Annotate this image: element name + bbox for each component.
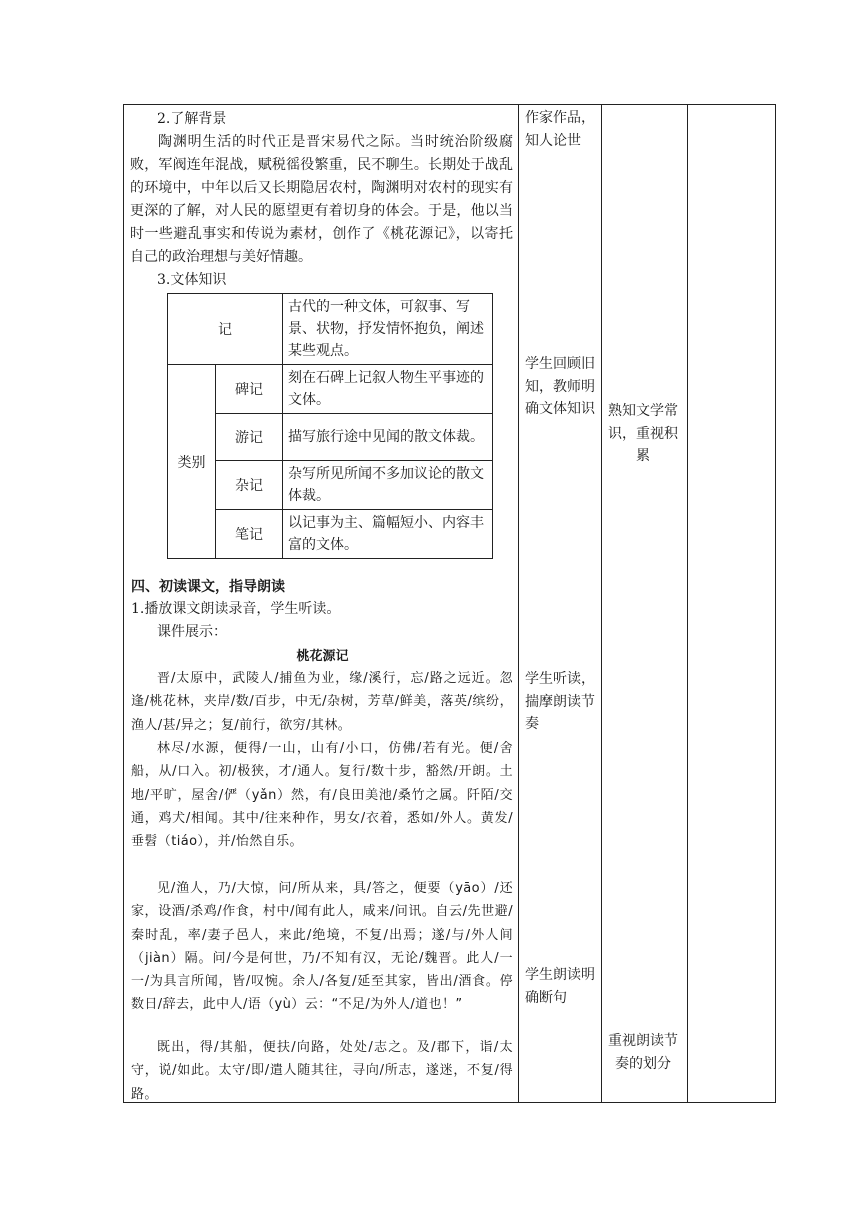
courseware-label: 课件展示： <box>157 624 227 640</box>
genre-type-desc: 刻在石碑上记叙人物生平事迹的文体。 <box>283 365 493 414</box>
genre-heading: 3.文体知识 <box>157 272 227 288</box>
background-text: 陶渊明生活的时代正是晋宋易代之际。当时统治阶级腐败，军阀连年混战，赋税徭役繁重，民不聊生。长期处于战乱的环境中，中年以后又长期隐居农村，陶渊明对农村的现实有更深的了解，对人民的愿望更有着切身的体会。于是，他以当时一些避乱事实和传说为素材，创作了《桃花源记》，以寄托自己的政治理想与美好情趣。 <box>130 134 513 265</box>
genre-ji-label: 记 <box>168 294 283 365</box>
step-text: 1.播放课文朗读录音，学生听读。 <box>131 601 341 617</box>
genre-type-name: 碑记 <box>216 365 283 414</box>
poem-paragraph: 林尽/水源，便得/一山，山有/小口，仿佛/若有光。便/舍船，从/口入。初/极狭，才/通人。复行/数十步，豁然/开朗。土地/平旷，屋舍/俨（yǎn）然，有/良田美池/桑竹之属。阡陌/交通，鸡犬/相闻。其中/往来种作，男女/衣着，悉如/外人。黄发/垂髫（tiáo），并/怡然自乐。 <box>131 741 513 850</box>
section-heading: 四、初读课文，指导朗读 <box>131 579 285 595</box>
genre-type-desc: 描写旅行途中见闻的散文体裁。 <box>283 414 493 461</box>
poem-title: 桃花源记 <box>296 649 349 664</box>
genre-type-desc: 杂写所见所闻不多加议论的散文体裁。 <box>283 461 493 510</box>
column-divider <box>687 105 688 1102</box>
genre-ji-desc: 古代的一种文体，可叙事、写景、状物，抒发情怀抱负，阐述某些观点。 <box>283 294 493 365</box>
student-activity-text: 作家作品，知人论世 <box>525 110 595 149</box>
genre-category-label: 类别 <box>168 365 216 559</box>
student-activity-text: 学生听读，揣摩朗读节奏 <box>525 671 595 732</box>
poem-paragraph: 见/渔人，乃/大惊，问/所从来，具/答之，便要（yāo）/还家，设酒/杀鸡/作食，村中/闻有此人，咸来/问讯。自云/先世避/秦时乱，率/妻子邑人，来此/绝境，不复/出焉；遂/与/外人间（jiàn）隔。问/今是何世，乃/不知有汉，无论/魏晋。此人/一一/为具言所闻，皆/叹惋。余人/各复/延至其家，皆出/酒食。停数日/辞去，此中人/语（yù）云：“不足/为外人/道也！” <box>131 881 513 1013</box>
genre-table <box>167 293 493 559</box>
background-heading: 2.了解背景 <box>157 111 227 127</box>
genre-type-name: 游记 <box>216 414 283 461</box>
student-activity-text: 学生回顾旧知，教师明确文体知识 <box>525 356 595 417</box>
column-divider <box>518 105 519 1102</box>
poem-paragraph: 晋/太原中，武陵人/捕鱼为业，缘/溪行，忘/路之远近。忽逢/桃花林，夹岸/数/百步，中无/杂树，芳草/鲜美，落英/缤纷，渔人/甚/异之；复/前行，欲穷/其林。 <box>131 671 513 733</box>
genre-type-name: 笔记 <box>216 510 283 559</box>
column-divider <box>601 105 602 1102</box>
genre-type-desc: 以记事为主、篇幅短小、内容丰富的文体。 <box>283 510 493 559</box>
poem-paragraph: 既出，得/其船，便扶/向路，处处/志之。及/郡下，诣/太守，说/如此。太守/即/遣人随其往，寻向/所志，遂迷，不复/得路。 <box>131 1040 513 1102</box>
genre-type-name: 杂记 <box>216 461 283 510</box>
student-activity-text: 学生朗读明确断句 <box>525 967 595 1006</box>
design-intent-text: 熟知文学常识，重视积累 <box>608 403 678 464</box>
design-intent-text: 重视朗读节奏的划分 <box>608 1033 678 1072</box>
